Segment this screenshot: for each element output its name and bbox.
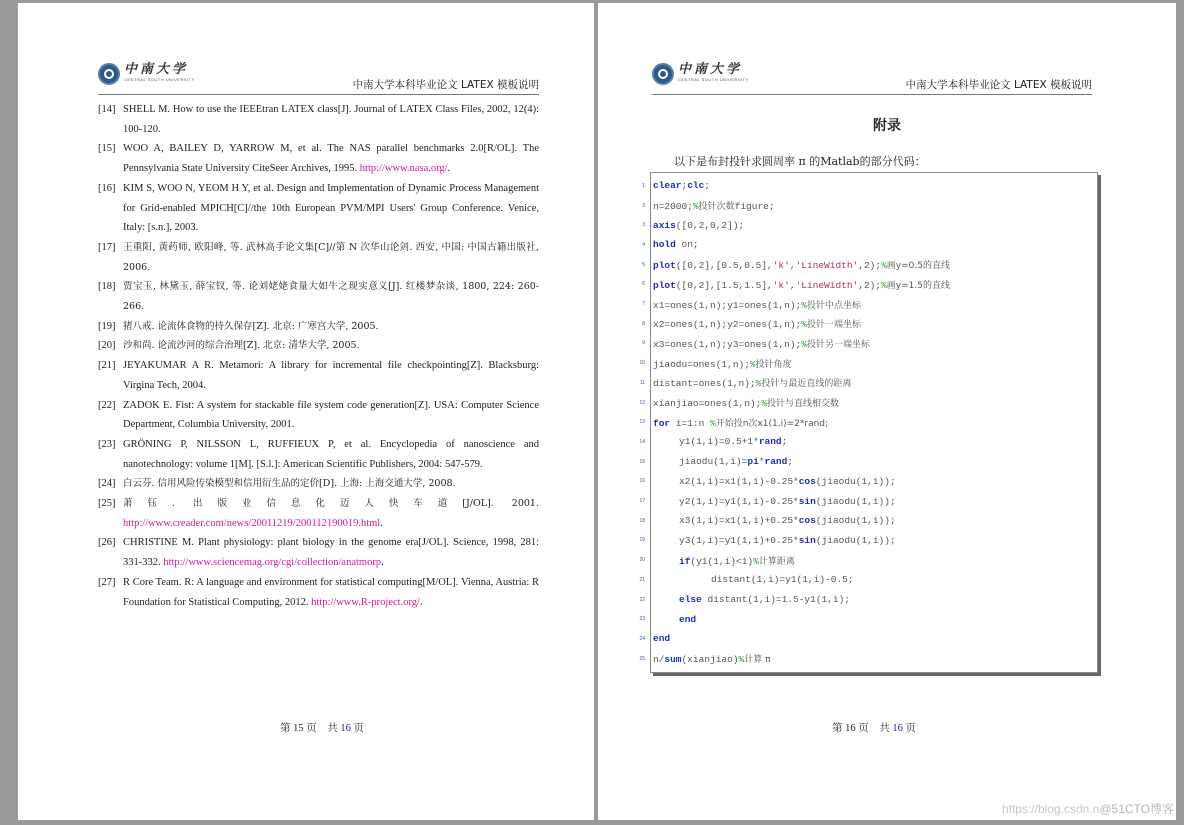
code-line [642, 255, 1097, 275]
code-line [639, 649, 1097, 669]
reference-number: [26] [98, 537, 116, 549]
reference-number: [25] [98, 498, 116, 510]
code-text: n/sum(xianjiao)%计算 π [653, 654, 771, 666]
reference-text: GRÖNING P, NILSSON L, RUFFIEUX P, et al. Encyclopedia of nanoscience and nanotechnology: volume 1[M]. [S.l.]: American Scientific Publishers, 2004: 547-579. [123, 438, 539, 470]
line-number: 10 [639, 360, 645, 367]
reference-item [98, 494, 539, 533]
reference-item [98, 474, 539, 494]
reference-text: 猪八戒. 论流体食物的持久保存[Z]. 北京: 广寒宫大学, 2005. [123, 320, 379, 332]
reference-text: 白云芬. 信用风险传染模型和信用衍生品的定价[D]. 上海: 上海交通大学, 2008. [123, 478, 456, 490]
reference-number: [19] [98, 320, 116, 332]
code-text: else distant(1,i)=1.5-y1(1,i); [679, 594, 851, 606]
page-number-prefix: 第 15 页 共 [280, 723, 341, 734]
logo-chinese-name: 中南大学 [124, 62, 189, 77]
reference-text: WOO A, BAILEY D, YARROW M, et al. The NAS parallel benchmarks 2.0[R/OL]. The Pennsylvania State University CiteSeer Archives, 1995. http://www.nasa.org/. [123, 143, 539, 175]
code-line [639, 412, 1097, 432]
watermark: https://blog.csdn.n@51CTO博客 [1001, 802, 1174, 816]
page-footer [832, 720, 916, 735]
code-text: jiaodu(1,i)=pi*rand; [679, 456, 794, 468]
document-page-16 [598, 3, 1176, 820]
code-line [642, 314, 1097, 334]
line-number: 25 [639, 655, 645, 662]
code-text: for i=1:n %开始投n次x1(1,i)=2*rand; [653, 417, 829, 429]
code-text: xianjiao=ones(1,n);%投针与直线相交数 [653, 398, 840, 410]
reference-number: [20] [98, 340, 116, 352]
line-number: 8 [642, 320, 645, 327]
reference-number: [27] [98, 576, 116, 588]
line-number: 9 [642, 340, 645, 347]
reference-number: [15] [98, 143, 116, 155]
reference-item [98, 573, 539, 612]
reference-item [98, 356, 539, 395]
line-number: 12 [639, 399, 645, 406]
code-line [639, 472, 1097, 492]
code-line [642, 235, 1097, 255]
reference-number: [14] [98, 104, 116, 115]
total-pages-link[interactable]: 16 [892, 723, 903, 734]
code-text: distant=ones(1,n);%投针与最近直线的距离 [653, 378, 852, 390]
line-number: 7 [642, 301, 645, 308]
code-text: x1=ones(1,n);y1=ones(1,n);%投针中点坐标 [653, 299, 861, 311]
line-number: 15 [639, 458, 645, 465]
page-header [98, 63, 539, 95]
reference-text: ZADOK E. Fist: A system for stackable file system code generation[Z]. USA: Computer Science Department, Columbia University, 2001. [123, 399, 539, 431]
code-text: axis([0,2,0,2]); [653, 219, 745, 231]
reference-url-link[interactable]: http://www.sciencemag.org/cgi/collection/anatmorp [163, 557, 382, 569]
code-text: plot([0,2],[1.5,1.5],'k','LineWidth',2);%画y=1.5的直线 [653, 279, 950, 291]
code-line [639, 609, 1097, 629]
code-line [642, 196, 1097, 216]
page-number-suffix: 页 [902, 723, 916, 734]
line-number: 2 [642, 202, 645, 209]
line-number: 23 [639, 616, 645, 623]
page-footer [280, 720, 364, 735]
code-text: jiaodu=ones(1,n);%投针角度 [653, 358, 792, 370]
reference-item [98, 317, 539, 337]
line-number: 1 [642, 182, 645, 189]
reference-url-link[interactable]: http://www.nasa.org/ [359, 163, 448, 175]
code-text: x3(1,i)=x1(1,i)+0.25*cos(jiaodu(1,i)); [679, 515, 896, 527]
code-text: plot([0,2],[0.5,0.5],'k','LineWidth',2);%画y=0.5的直线 [653, 260, 950, 272]
line-number: 4 [642, 241, 645, 248]
appendix-heading: 附录 [873, 118, 901, 134]
reference-text: SHELL M. How to use the IEEEtran LATEX class[J]. Journal of LATEX Class Files, 2002, 12(4): 100-120. [123, 104, 539, 135]
logo-english-name: CENTRAL SOUTH UNIVERSITY [678, 77, 749, 82]
code-text: end [679, 613, 697, 625]
code-line [642, 334, 1097, 354]
code-text: n=2000;%投针次数figure; [653, 201, 775, 213]
university-logo [652, 63, 749, 85]
code-text: x2=ones(1,n);y2=ones(1,n);%投针一端坐标 [653, 319, 861, 331]
reference-number: [18] [98, 281, 116, 293]
reference-number: [22] [98, 399, 116, 411]
line-number: 17 [639, 498, 645, 505]
line-number: 11 [639, 379, 645, 386]
university-seal-icon [98, 63, 120, 85]
reference-item [98, 277, 539, 316]
reference-number: [17] [98, 241, 116, 253]
line-number: 20 [639, 557, 645, 564]
code-text: y3(1,i)=y1(1,i)+0.25*sin(jiaodu(1,i)); [679, 534, 896, 546]
code-text: end [653, 633, 671, 645]
reference-text: 贾宝玉, 林黛玉, 薛宝钗, 等. 论刘姥姥食量大如牛之现实意义[J]. 红楼梦杂谈, 1800, 224: 260-266. [123, 281, 539, 313]
line-number: 19 [639, 537, 645, 544]
page-number-suffix: 页 [350, 723, 364, 734]
code-text: if(y1(1,i)<1)%计算距离 [679, 555, 795, 567]
code-text: clear;clc; [653, 180, 711, 192]
line-number: 5 [642, 261, 645, 268]
reference-number: [21] [98, 360, 116, 372]
reference-number: [23] [98, 438, 116, 450]
reference-item [98, 533, 539, 572]
line-number: 6 [642, 281, 645, 288]
page-number-prefix: 第 16 页 共 [832, 723, 893, 734]
university-seal-icon [652, 63, 674, 85]
reference-url-link[interactable]: http://www.R-project.org/ [311, 596, 420, 608]
reference-item [98, 396, 539, 435]
university-logo [98, 63, 195, 85]
line-number: 21 [639, 576, 645, 583]
code-text: distant(1,i)=y1(1,i)-0.5; [711, 574, 854, 586]
code-text: hold on; [653, 239, 699, 251]
reference-item [98, 336, 539, 356]
reference-text: 王重阳, 黄药师, 欧阳峰, 等. 武林高手论文集[C]//第 N 次华山论剑. 西安, 中国: 中国古籍出版社, 2006. [123, 241, 539, 273]
reference-item [98, 435, 539, 474]
code-text: y2(1,i)=y1(1,i)-0.25*sin(jiaodu(1,i)); [679, 495, 896, 507]
code-line [642, 294, 1097, 314]
code-line [639, 353, 1097, 373]
reference-text: KIM S, WOO N, YEOM H Y, et al. Design and Implementation of Dynamic Process Management for Grid-enabled MPICH[C]//the 10th European PVM/MPI Users' Group Conference. Venice, Italy: [s.n.], 2003. [123, 182, 539, 234]
code-listing [639, 172, 1098, 673]
code-line [639, 393, 1097, 413]
code-intro-text: 以下是布封投针求圆周率 π 的Matlab的部分代码： [674, 155, 926, 168]
running-header-title: 中南大学本科毕业论文 LATEX 模板说明 [352, 79, 539, 91]
reference-text: 萧钰. 出版业信息化迈人快车道[J/OL]. 2001. http://www.creader.com/news/20011219/200112190019.html. [123, 498, 539, 529]
reference-item [98, 100, 539, 139]
line-number: 18 [639, 517, 645, 524]
code-line [639, 629, 1097, 649]
logo-english-name: CENTRAL SOUTH UNIVERSITY [124, 77, 195, 82]
code-line [639, 570, 1097, 590]
reference-number: [16] [98, 182, 116, 194]
code-text: x2(1,i)=x1(1,i)-0.25*cos(jiaodu(1,i)); [679, 475, 896, 487]
code-line [639, 590, 1097, 610]
running-header-title: 中南大学本科毕业论文 LATEX 模板说明 [905, 79, 1092, 91]
reference-text: JEYAKUMAR A R. Metamori: A library for incremental file checkpointing[Z]. Blacksburg: Virgina Tech, 2004. [123, 360, 539, 391]
reference-text: CHRISTINE M. Plant physiology: plant biology in the genome era[J/OL]. Science, 1998, 281: 331-332. http://www.sciencemag.org/cgi/collection/anatmorp. [123, 537, 539, 569]
code-line [639, 373, 1097, 393]
code-line [639, 452, 1097, 472]
total-pages-link[interactable]: 16 [340, 723, 351, 734]
line-number: 16 [639, 478, 645, 485]
code-line [639, 491, 1097, 511]
code-line [642, 215, 1097, 235]
reference-item [98, 238, 539, 277]
line-number: 14 [639, 438, 645, 445]
code-line [639, 511, 1097, 531]
code-line [642, 275, 1097, 295]
reference-number: [24] [98, 478, 116, 490]
line-number: 13 [639, 419, 645, 426]
code-line [639, 432, 1097, 452]
page-header [652, 63, 1092, 95]
reference-url-link[interactable]: http://www.creader.com/news/20011219/200112190019.html [123, 517, 381, 529]
logo-chinese-name: 中南大学 [678, 62, 743, 77]
code-line [639, 550, 1097, 570]
reference-text: 沙和尚. 论流沙河的综合治理[Z]. 北京: 清华大学, 2005. [123, 340, 360, 352]
line-number: 3 [642, 222, 645, 229]
code-line [639, 531, 1097, 551]
reference-list [98, 100, 539, 612]
reference-item [98, 139, 539, 178]
code-line [642, 176, 1097, 196]
line-number: 24 [639, 635, 645, 642]
reference-text: R Core Team. R: A language and environment for statistical computing[M/OL]. Vienna, Austria: R Foundation for Statistical Computing, 2012. http://www.R-project.org/. [123, 576, 539, 608]
code-text: y1(1,i)=0.5+1*rand; [679, 436, 788, 448]
code-text: x3=ones(1,n);y3=ones(1,n);%投针另一端坐标 [653, 338, 870, 350]
document-page-15 [18, 3, 594, 820]
reference-item [98, 179, 539, 238]
line-number: 22 [639, 596, 645, 603]
